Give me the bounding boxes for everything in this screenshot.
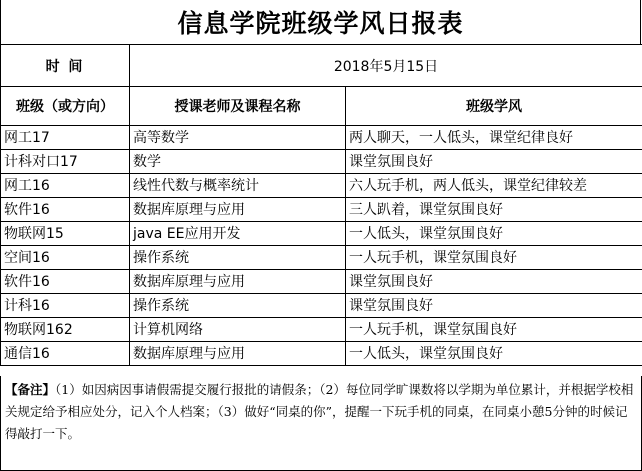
table-row [1,342,642,366]
table-row [1,198,642,222]
cell-style: 一人低头，课堂氛围良好 [346,342,642,366]
cell-style: 六人玩手机，两人低头，课堂纪律较差 [346,174,642,198]
cell-class: 计科对口17 [1,150,130,174]
cell-style: 一人低头，课堂氛围良好 [346,222,642,246]
note-lead: 【备注】 [5,382,56,397]
cell-class: 网工17 [1,126,130,150]
note-block [0,376,642,471]
table-row [1,150,642,174]
cell-class: 网工16 [1,174,130,198]
cell-class: 物联网162 [1,318,130,342]
cell-course: 操作系统 [130,246,346,270]
cell-course: 数学 [130,150,346,174]
time-label: 时 间 [1,45,130,87]
cell-style: 一人玩手机，课堂氛围良好 [346,318,642,342]
header-course: 授课老师及课程名称 [130,87,346,126]
cell-style: 课堂氛围良好 [346,270,642,294]
time-value: 2018年5月15日 [130,45,642,87]
cell-style: 一人玩手机，课堂氛围良好 [346,246,642,270]
report-title: 信息学院班级学风日报表 [0,0,641,44]
cell-class: 软件16 [1,270,130,294]
table-row [1,174,642,198]
table-row [1,126,642,150]
cell-course: java EE应用开发 [130,222,346,246]
cell-course: 线性代数与概率统计 [130,174,346,198]
cell-class: 空间16 [1,246,130,270]
cell-style: 课堂氛围良好 [346,294,642,318]
cell-style: 课堂氛围良好 [346,150,642,174]
table-row [1,318,642,342]
header-style: 班级学风 [346,87,642,126]
cell-course: 数据库原理与应用 [130,198,346,222]
cell-class: 通信16 [1,342,130,366]
cell-class: 计科16 [1,294,130,318]
time-row [1,45,642,87]
table-row [1,246,642,270]
cell-class: 软件16 [1,198,130,222]
cell-course: 高等数学 [130,126,346,150]
report-table [0,44,642,366]
table-row [1,294,642,318]
cell-course: 计算机网络 [130,318,346,342]
cell-class: 物联网15 [1,222,130,246]
cell-style: 三人趴着，课堂氛围良好 [346,198,642,222]
table-row [1,270,642,294]
header-class: 班级（或方向） [1,87,130,126]
note-text: （1）如因病因事请假需提交履行报批的请假条；（2）每位同学旷课数将以学期为单位累计，并根据学校相关规定给予相应处分，记入个人档案；（3）做好“同桌的你”，提醒一下玩手机的同桌，在同桌小憩5分钟的时候记得敲打一下。 [5,382,634,441]
table-row [1,222,642,246]
cell-course: 操作系统 [130,294,346,318]
cell-course: 数据库原理与应用 [130,342,346,366]
header-row [1,87,642,126]
report-table-body [1,45,642,366]
cell-style: 两人聊天，一人低头，课堂纪律良好 [346,126,642,150]
cell-course: 数据库原理与应用 [130,270,346,294]
